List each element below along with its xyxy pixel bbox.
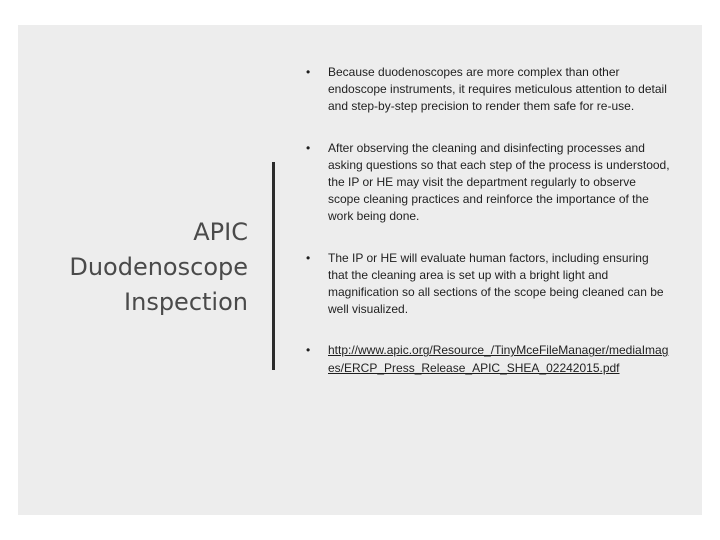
bullet-marker: • — [306, 65, 311, 79]
bullet-item-complexity — [306, 64, 671, 116]
bullet-marker: • — [306, 343, 311, 358]
slide-title — [40, 215, 248, 320]
bullet-text: After observing the cleaning and disinfecting processes and asking questions so that each step of the process is understood, the IP or HE may visit the department regularly to observe scope cleaning practices and reinforce the importance of the work being done. — [328, 140, 670, 224]
bullet-item-human-factors — [306, 250, 671, 319]
bullet-item-observation — [306, 140, 671, 226]
title-line-2: Duodenoscope — [69, 253, 248, 281]
title-line-1: APIC — [193, 218, 248, 246]
bullet-text: The IP or HE will evaluate human factors, including ensuring that the cleaning area is set up with a bright light and magnification so all sections of the scope being cleaned can be well visualized. — [328, 250, 664, 317]
bullet-item-reference — [306, 342, 671, 376]
bullet-marker: • — [306, 250, 311, 265]
bullet-marker: • — [306, 140, 311, 155]
reference-link[interactable]: http://www.apic.org/Resource_/TinyMceFileManager/mediaImages/ERCP_Press_Release_APIC_SHEA_02242015.pdf — [328, 343, 669, 375]
vertical-divider — [272, 162, 275, 370]
title-line-3: Inspection — [124, 288, 248, 316]
bullet-text: Because duodenoscopes are more complex than other endoscope instruments, it requires meticulous attention to detail and step-by-step precision to render them safe for re-use. — [328, 65, 667, 114]
bullet-list — [306, 64, 671, 401]
